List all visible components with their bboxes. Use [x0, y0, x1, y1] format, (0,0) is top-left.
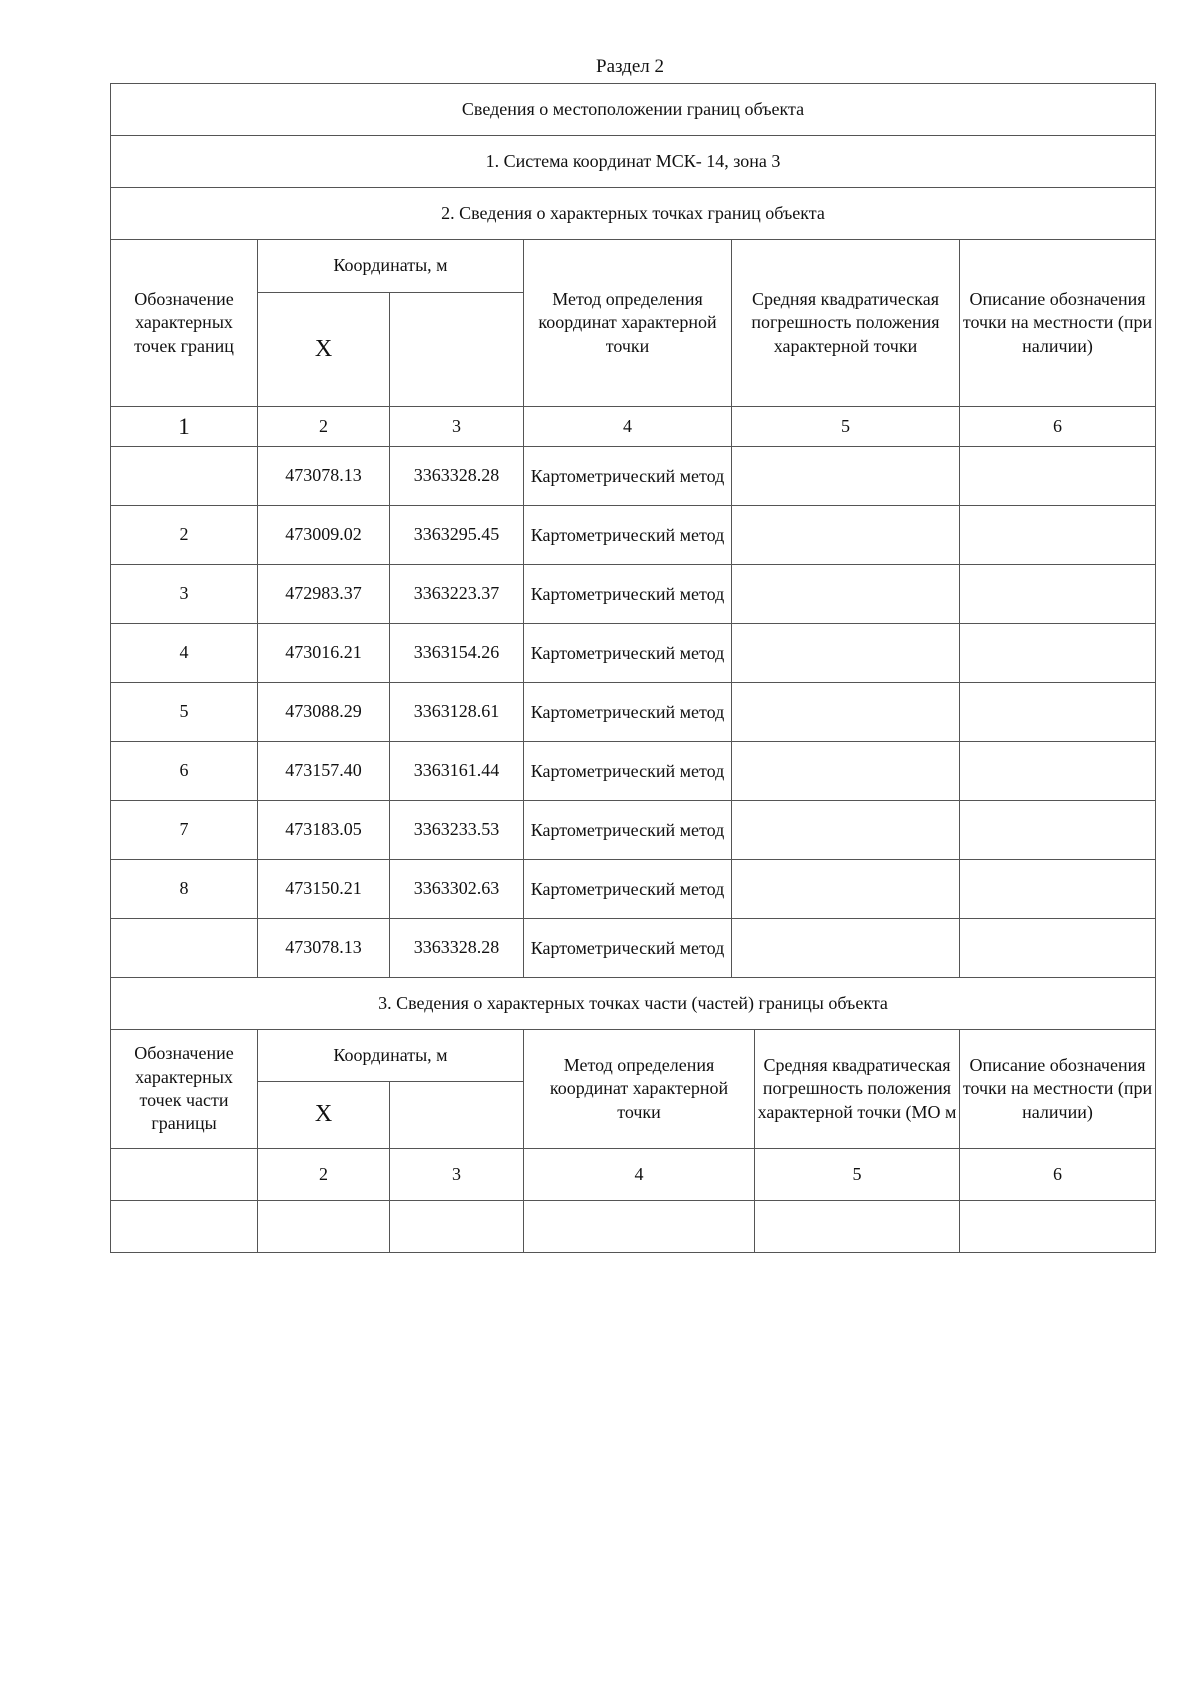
col-designation-header: Обозначение характерных точек границ [111, 240, 258, 407]
table-cell [111, 1201, 258, 1253]
method-cell: Картометрический метод [524, 565, 732, 624]
point-id-cell [111, 447, 258, 506]
y-cell: 3363328.28 [390, 447, 524, 506]
column-number: 4 [524, 1149, 755, 1201]
x-cell: 473088.29 [258, 683, 390, 742]
col-y-header [390, 293, 524, 407]
x-cell: 472983.37 [258, 565, 390, 624]
points-section-title: 2. Сведения о характерных точках границ объекта [111, 188, 1156, 240]
table-cell [258, 1201, 390, 1253]
x-cell: 473183.05 [258, 801, 390, 860]
method-cell: Картометрический метод [524, 683, 732, 742]
description-cell [960, 683, 1156, 742]
coord-system-title: 1. Система координат МСК- 14, зона 3 [111, 136, 1156, 188]
description-cell [960, 565, 1156, 624]
x-cell: 473016.21 [258, 624, 390, 683]
column-number: 6 [960, 407, 1156, 447]
column-number: 5 [755, 1149, 960, 1201]
error-cell [732, 742, 960, 801]
point-id-cell: 3 [111, 565, 258, 624]
method-cell: Картометрический метод [524, 624, 732, 683]
description-cell [960, 860, 1156, 919]
y-cell: 3363161.44 [390, 742, 524, 801]
description-cell [960, 506, 1156, 565]
x-cell: 473150.21 [258, 860, 390, 919]
description-cell [960, 919, 1156, 978]
method-cell: Картометрический метод [524, 919, 732, 978]
parts-col-coords-header: Координаты, м [258, 1030, 524, 1082]
y-cell: 3363223.37 [390, 565, 524, 624]
table-row [111, 506, 1156, 565]
table-row [111, 860, 1156, 919]
x-cell: 473009.02 [258, 506, 390, 565]
error-cell [732, 506, 960, 565]
error-cell [732, 919, 960, 978]
table-row [111, 742, 1156, 801]
table-title: Сведения о местоположении границ объекта [111, 84, 1156, 136]
point-id-cell: 7 [111, 801, 258, 860]
parts-empty-row [111, 1201, 1156, 1253]
x-cell: 473078.13 [258, 447, 390, 506]
table-cell [960, 1201, 1156, 1253]
parts-col-error-header: Средняя квадратическая погрешность положения характерной точки (МО м [755, 1030, 960, 1149]
y-cell: 3363295.45 [390, 506, 524, 565]
description-cell [960, 624, 1156, 683]
col-error-header: Средняя квадратическая погрешность положения характерной точки [732, 240, 960, 407]
point-id-cell [111, 919, 258, 978]
method-cell: Картометрический метод [524, 860, 732, 919]
boundary-table [110, 83, 1156, 1253]
y-cell: 3363154.26 [390, 624, 524, 683]
error-cell [732, 447, 960, 506]
column-number: 3 [390, 1149, 524, 1201]
column-number: 5 [732, 407, 960, 447]
parts-col-description-header: Описание обозначения точки на местности (при наличии) [960, 1030, 1156, 1149]
y-cell: 3363302.63 [390, 860, 524, 919]
col-description-header: Описание обозначения точки на местности (при наличии) [960, 240, 1156, 407]
description-cell [960, 801, 1156, 860]
table-cell [524, 1201, 755, 1253]
table-row [111, 565, 1156, 624]
method-cell: Картометрический метод [524, 801, 732, 860]
column-number: 4 [524, 407, 732, 447]
parts-col-designation-header: Обозначение характерных точек части границы [111, 1030, 258, 1149]
table-row [111, 447, 1156, 506]
point-id-cell: 4 [111, 624, 258, 683]
y-cell: 3363128.61 [390, 683, 524, 742]
method-cell: Картометрический метод [524, 742, 732, 801]
error-cell [732, 860, 960, 919]
column-number: 1 [111, 407, 258, 447]
description-cell [960, 447, 1156, 506]
parts-col-method-header: Метод определения координат характерной точки [524, 1030, 755, 1149]
column-number: 2 [258, 407, 390, 447]
col-coords-header: Координаты, м [258, 240, 524, 293]
parts-column-numbers-row [111, 1149, 1156, 1201]
parts-section-title: 3. Сведения о характерных точках части (частей) границы объекта [111, 978, 1156, 1030]
table-row [111, 624, 1156, 683]
table-row [111, 683, 1156, 742]
parts-col-x-header: Х [258, 1082, 390, 1149]
point-id-cell: 8 [111, 860, 258, 919]
table-row [111, 801, 1156, 860]
method-cell: Картометрический метод [524, 447, 732, 506]
point-id-cell: 6 [111, 742, 258, 801]
x-cell: 473078.13 [258, 919, 390, 978]
description-cell [960, 742, 1156, 801]
point-id-cell: 2 [111, 506, 258, 565]
parts-col-y-header [390, 1082, 524, 1149]
table-cell [390, 1201, 524, 1253]
point-id-cell: 5 [111, 683, 258, 742]
y-cell: 3363328.28 [390, 919, 524, 978]
method-cell: Картометрический метод [524, 506, 732, 565]
column-numbers-row [111, 407, 1156, 447]
column-number [111, 1149, 258, 1201]
column-number: 2 [258, 1149, 390, 1201]
table-cell [755, 1201, 960, 1253]
col-method-header: Метод определения координат характерной точки [524, 240, 732, 407]
col-x-header: Х [258, 293, 390, 407]
error-cell [732, 624, 960, 683]
column-number: 6 [960, 1149, 1156, 1201]
error-cell [732, 683, 960, 742]
x-cell: 473157.40 [258, 742, 390, 801]
error-cell [732, 565, 960, 624]
error-cell [732, 801, 960, 860]
table-row [111, 919, 1156, 978]
section-title: Раздел 2 [596, 56, 664, 77]
column-number: 3 [390, 407, 524, 447]
y-cell: 3363233.53 [390, 801, 524, 860]
